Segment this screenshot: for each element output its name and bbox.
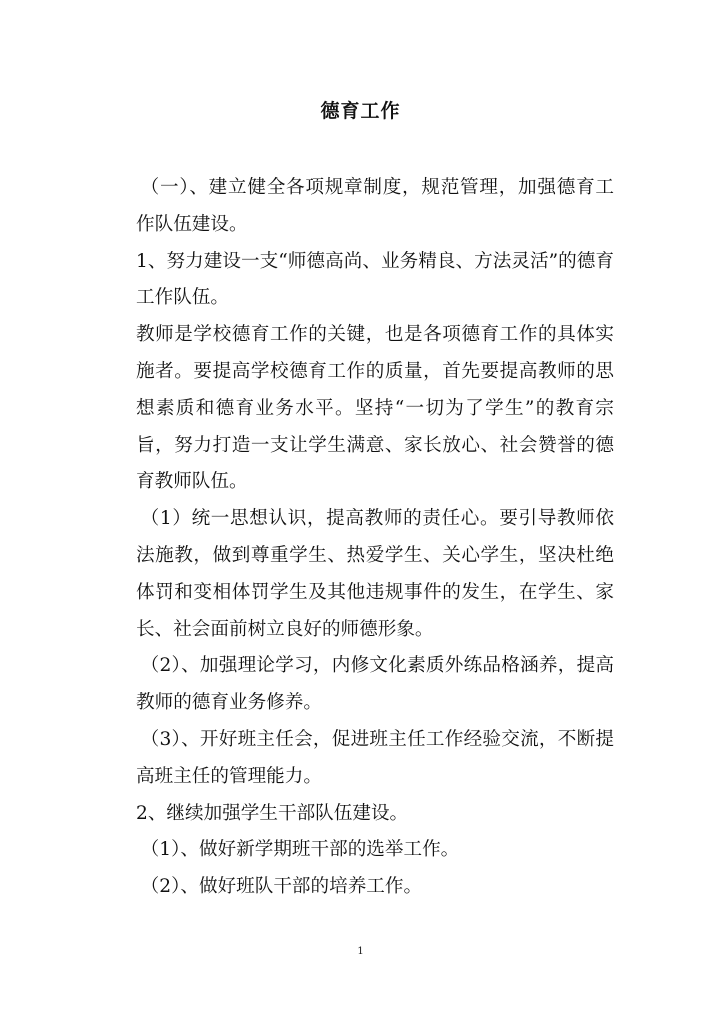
sub-item-paragraph: （3）、开好班主任会，促进班主任工作经验交流，不断提高班主任的管理能力。 (136, 728, 614, 787)
item-heading: 2、继续加强学生干部队伍建设。 (136, 802, 409, 824)
section-heading: （一）、建立健全各项规章制度，规范管理，加强德育工作队伍建设。 (136, 177, 614, 235)
body-paragraph: 教师是学校德育工作的关键，也是各项德育工作的具体实施者。要提高学校德育工作的质量，首先要提高教师的思想素质和德育业务水平。坚持“一切为了学生”的教育宗旨，努力打造一支让学生满意、家长放心、社会赞誉的德育教师队伍。 (136, 324, 614, 493)
page-number: 1 (357, 946, 364, 957)
document-title: 德育工作 (320, 100, 401, 122)
sub-item-paragraph: （1）、做好新学期班干部的选举工作。 (140, 839, 460, 861)
sub-item-paragraph: （1）统一思想认识，提高教师的责任心。要引导教师依法施教，做到尊重学生、热爱学生、关心学生，坚决杜绝体罚和变相体罚学生及其他违规事件的发生，在学生、家长、社会面前树立良好的师德形象。 (136, 508, 614, 640)
sub-item-paragraph: （2）、做好班队干部的培养工作。 (140, 876, 423, 898)
item-heading: 1、努力建设一支“师德高尚、业务精良、方法灵活”的德育工作队伍。 (136, 250, 614, 309)
document-body (136, 170, 614, 906)
sub-item-paragraph: （2）、加强理论学习，内修文化素质外练品格涵养，提高教师的德育业务修养。 (136, 655, 614, 714)
